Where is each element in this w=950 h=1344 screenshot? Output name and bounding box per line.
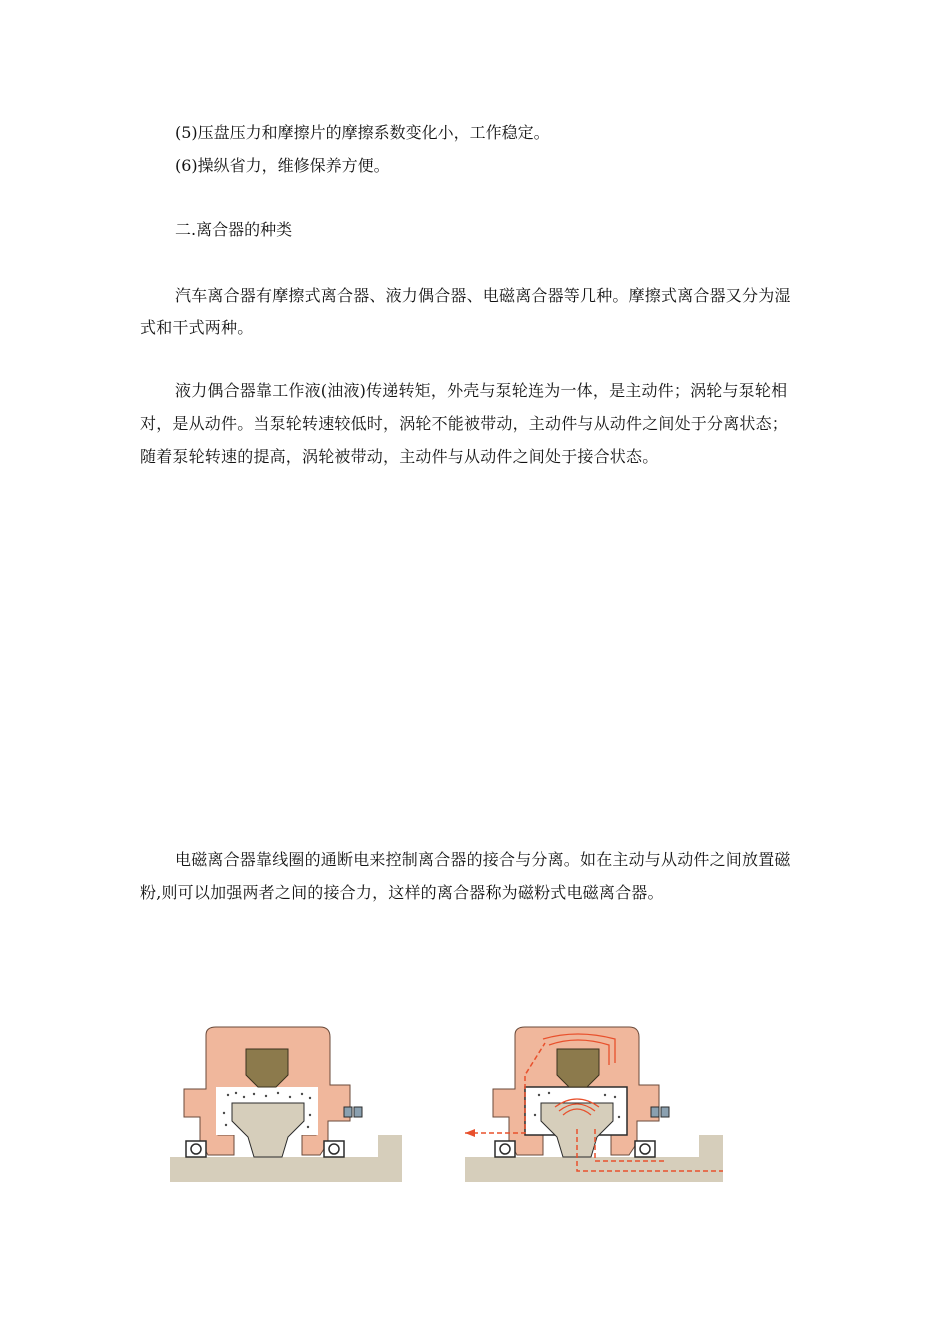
clutch-disengaged-illustration	[170, 1025, 402, 1182]
paragraph-line: 汽车离合器有摩擦式离合器、液力偶合器、电磁离合器等几种。摩擦式离合器又分为湿	[175, 286, 791, 305]
paragraph-line: 对，是从动件。当泵轮转速较低时，涡轮不能被带动，主动件与从动件之间处于分离状态；	[140, 414, 789, 433]
section-heading: 二.离合器的种类	[175, 220, 293, 239]
paragraph-line: 粉,则可以加强两者之间的接合力，这样的离合器称为磁粉式电磁离合器。	[140, 883, 664, 902]
clutch-engaged-illustration	[465, 1025, 723, 1182]
clutch-diagram-disengaged	[170, 1025, 402, 1182]
list-item-5: (5)压盘压力和摩擦片的摩擦系数变化小，工作稳定。	[175, 123, 550, 142]
clutch-diagram-engaged	[465, 1025, 723, 1182]
paragraph-line: 电磁离合器靠线圈的通断电来控制离合器的接合与分离。如在主动与从动件之间放置磁	[175, 850, 791, 869]
paragraph-line: 随着泵轮转速的提高，涡轮被带动，主动件与从动件之间处于接合状态。	[140, 447, 659, 466]
list-item-6: (6)操纵省力，维修保养方便。	[175, 156, 390, 175]
paragraph-line: 式和干式两种。	[140, 318, 254, 337]
paragraph-line: 液力偶合器靠工作液(油液)传递转矩，外壳与泵轮连为一体，是主动件；涡轮与泵轮相	[175, 381, 788, 400]
